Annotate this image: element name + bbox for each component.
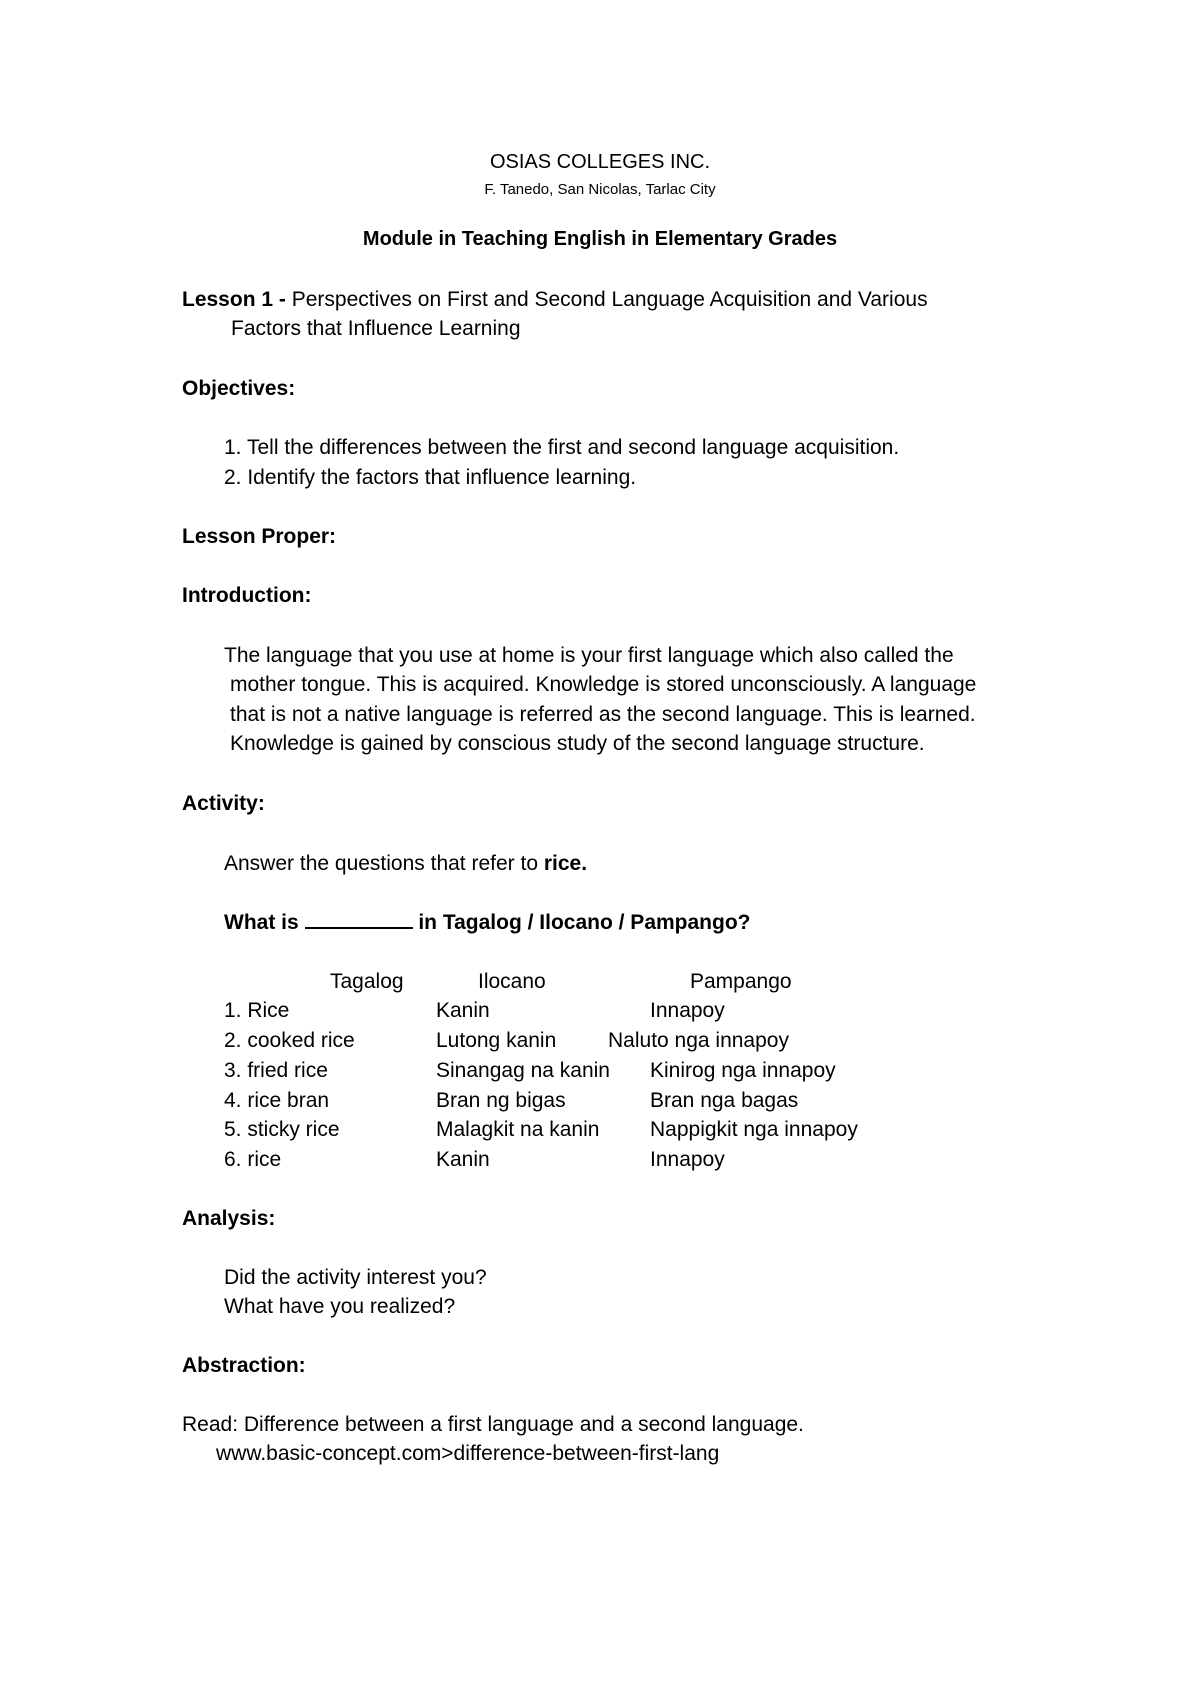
abstraction-read-line: Read: Difference between a first language and a second language. bbox=[182, 1413, 804, 1436]
activity-instruction-keyword: rice. bbox=[543, 852, 588, 875]
activity-instruction-text: Answer the questions that refer to bbox=[224, 852, 544, 875]
table-cell: 4. rice bran bbox=[224, 1089, 330, 1112]
table-cell: 6. rice bbox=[224, 1148, 282, 1171]
activity-instruction bbox=[224, 850, 587, 878]
table-cell: 1. Rice bbox=[224, 999, 290, 1022]
school-name: OSIAS COLLEGES INC. bbox=[489, 151, 711, 173]
table-cell: 5. sticky rice bbox=[224, 1118, 340, 1141]
activity-question bbox=[224, 909, 750, 937]
table-cell: Innapoy bbox=[650, 1148, 725, 1171]
table-cell: Bran ng bigas bbox=[436, 1089, 566, 1112]
analysis-question: What have you realized? bbox=[224, 1295, 456, 1318]
analysis-question: Did the activity interest you? bbox=[224, 1266, 487, 1289]
table-cell: Kanin bbox=[436, 1148, 490, 1171]
introduction-line: mother tongue. This is acquired. Knowledge is stored unconsciously. A language bbox=[230, 673, 977, 696]
table-header-tagalog: Tagalog bbox=[330, 970, 404, 993]
fill-in-blank bbox=[305, 909, 413, 929]
table-cell: Kinirog nga innapoy bbox=[650, 1059, 836, 1082]
objective-item: 1. Tell the differences between the first and second language acquisition. bbox=[224, 436, 900, 459]
analysis-heading: Analysis: bbox=[182, 1207, 276, 1230]
activity-question-prefix: What is bbox=[224, 911, 305, 934]
table-cell: 2. cooked rice bbox=[224, 1029, 355, 1052]
introduction-line: that is not a native language is referred as the second language. This is learned. bbox=[230, 703, 976, 726]
table-cell: Lutong kanin bbox=[436, 1029, 557, 1052]
school-address: F. Tanedo, San Nicolas, Tarlac City bbox=[484, 181, 716, 198]
table-cell: Bran nga bagas bbox=[650, 1089, 799, 1112]
module-title: Module in Teaching English in Elementary Grades bbox=[362, 228, 838, 250]
lesson-title bbox=[182, 286, 928, 314]
lesson-label: Lesson 1 - bbox=[182, 288, 286, 311]
table-header-ilocano: Ilocano bbox=[478, 970, 546, 993]
table-cell: Nappigkit nga innapoy bbox=[650, 1118, 858, 1141]
activity-heading: Activity: bbox=[182, 792, 265, 815]
activity-question-suffix: in Tagalog / Ilocano / Pampango? bbox=[412, 911, 751, 934]
table-header-pampango: Pampango bbox=[690, 970, 792, 993]
lesson-proper-heading: Lesson Proper: bbox=[182, 525, 337, 548]
table-cell: Innapoy bbox=[650, 999, 725, 1022]
table-cell: Naluto nga innapoy bbox=[608, 1029, 789, 1052]
objectives-heading: Objectives: bbox=[182, 377, 296, 400]
objective-item: 2. Identify the factors that influence learning. bbox=[224, 466, 637, 489]
table-cell: Kanin bbox=[436, 999, 490, 1022]
lesson-title-line2: Factors that Influence Learning bbox=[231, 317, 521, 340]
table-cell: Sinangag na kanin bbox=[436, 1059, 610, 1082]
lesson-title-line1: Perspectives on First and Second Language Acquisition and Various bbox=[291, 288, 928, 311]
introduction-heading: Introduction: bbox=[182, 584, 312, 607]
table-cell: 3. fried rice bbox=[224, 1059, 328, 1082]
introduction-line: Knowledge is gained by conscious study of the second language structure. bbox=[230, 732, 925, 755]
abstraction-heading: Abstraction: bbox=[182, 1354, 306, 1377]
reference-link[interactable]: www.basic-concept.com>difference-between-first-lang bbox=[216, 1442, 720, 1465]
introduction-line: The language that you use at home is your first language which also called the bbox=[224, 644, 954, 667]
table-cell: Malagkit na kanin bbox=[436, 1118, 600, 1141]
